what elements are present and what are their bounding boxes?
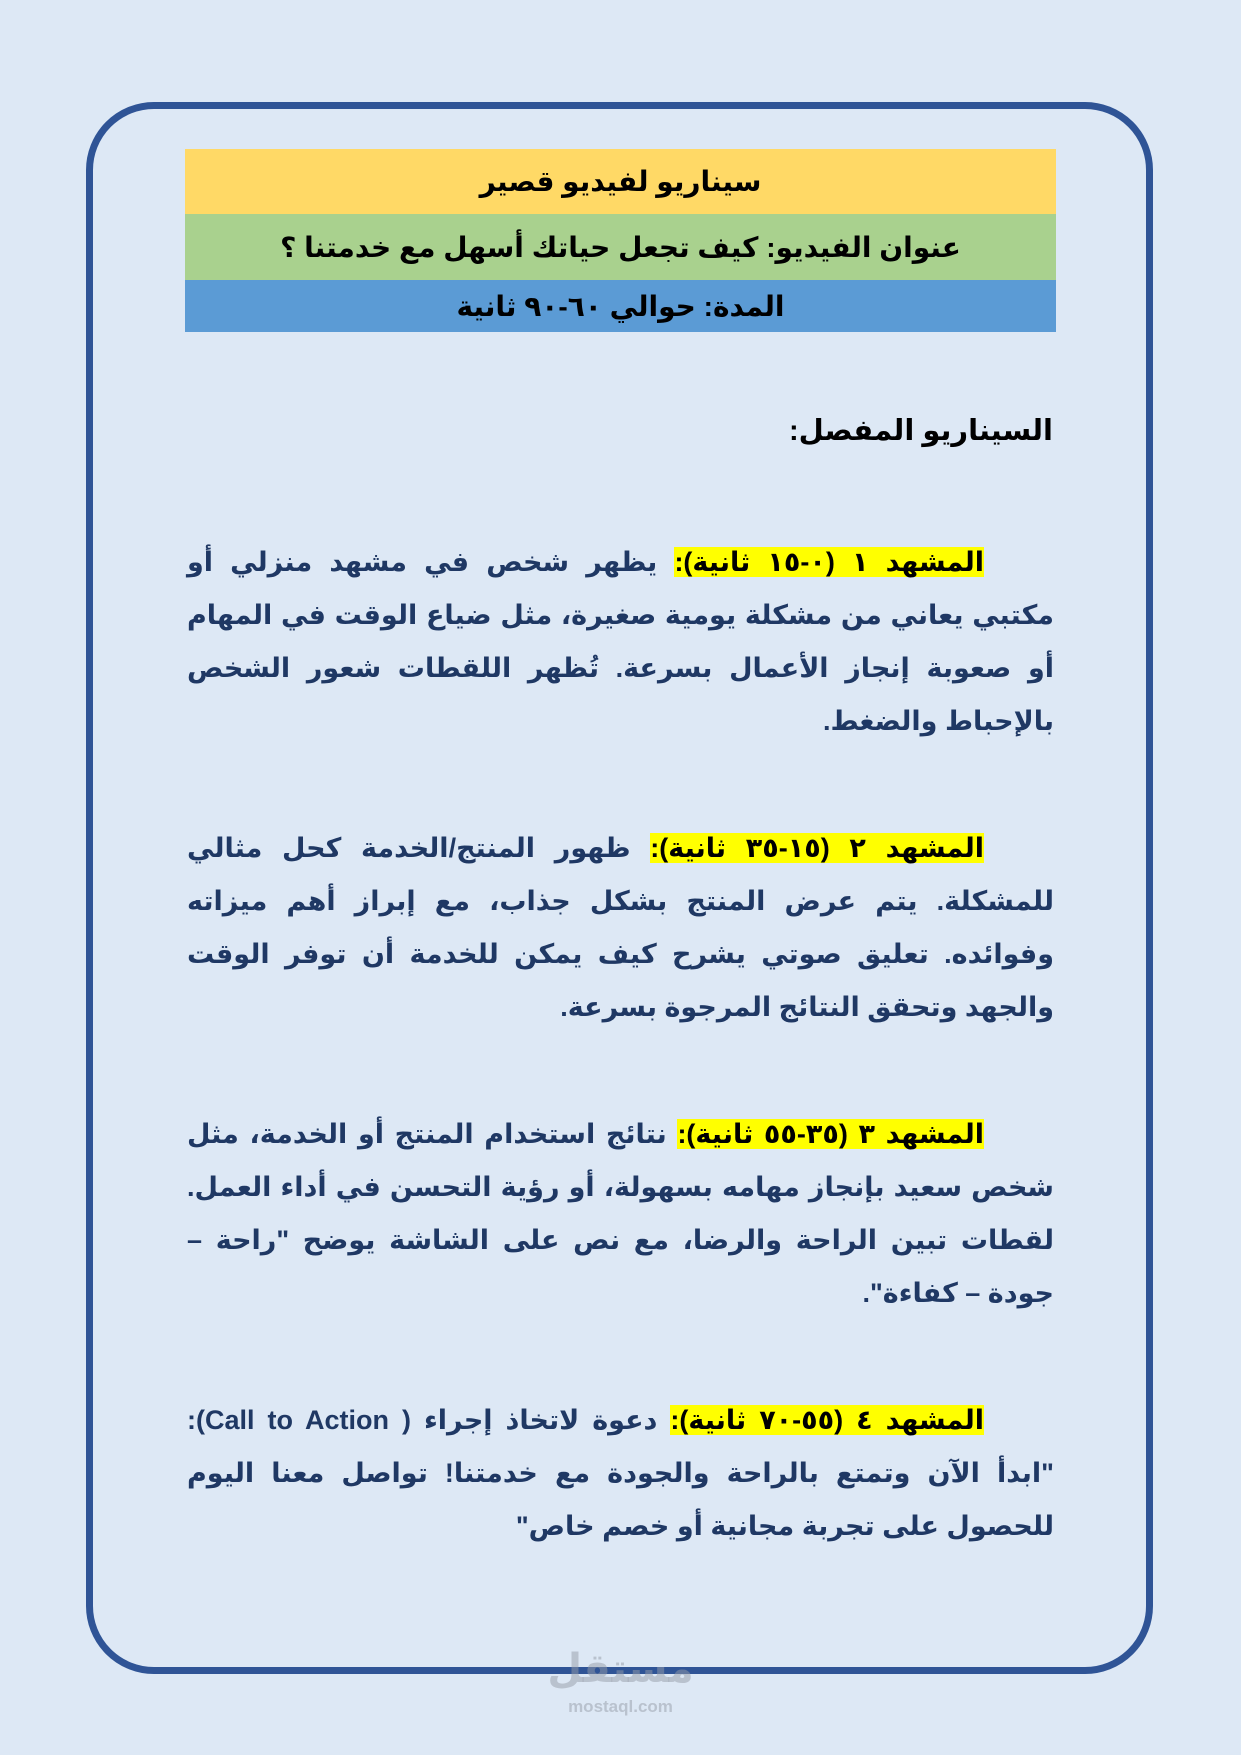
scene-1-text: يظهر شخص في مشهد منزلي أو مكتبي يعاني من مشكلة يومية صغيرة، مثل ضياع الوقت في المهام أو صعوبة إنجاز الأعمال بسرعة. تُظهر اللقطات شعور الشخص بالإحباط والضغط.	[187, 547, 1054, 736]
title-table	[185, 149, 1056, 332]
watermark-logo: مستقل	[547, 1646, 694, 1692]
title-row: سيناريو لفيديو قصير	[185, 149, 1056, 214]
duration-row: المدة: حوالي ٦٠-٩٠ ثانية	[185, 280, 1056, 332]
section-title: السيناريو المفصل:	[789, 415, 1053, 447]
scene-4-text: دعوة لاتخاذ إجراء ( Call to Action): "ابدأ الآن وتمتع بالراحة والجودة مع خدمتنا! تواصل معنا اليوم للحصول على تجربة مجانية أو خصم خاص"	[187, 1405, 1054, 1541]
scenes-list	[187, 536, 1054, 1627]
watermark-url: mostaql.com	[568, 1697, 673, 1716]
scene-4-label: المشهد ٤ (٥٥-٧٠ ثانية):	[670, 1405, 985, 1435]
scene-4	[187, 1394, 1054, 1553]
scene-1-label: المشهد ١ (٠-١٥ ثانية):	[674, 547, 985, 577]
scene-3-text: نتائج استخدام المنتج أو الخدمة، مثل شخص سعيد بإنجاز مهامه بسهولة، أو رؤية التحسن في أداء العمل. لقطات تبين الراحة والرضا، مع نص على الشاشة يوضح "راحة – جودة – كفاءة".	[187, 1119, 1054, 1308]
scene-2	[187, 822, 1054, 1034]
scene-1	[187, 536, 1054, 748]
scene-2-label: المشهد ٢ (١٥-٣٥ ثانية):	[650, 833, 984, 863]
video-title-row: عنوان الفيديو: كيف تجعل حياتك أسهل مع خدمتنا ؟	[185, 214, 1056, 280]
scene-2-text: ظهور المنتج/الخدمة كحل مثالي للمشكلة. يتم عرض المنتج بشكل جذاب، مع إبراز أهم ميزاته وفوائده. تعليق صوتي يشرح كيف يمكن للخدمة أن توفر الوقت والجهد وتحقق النتائج المرجوة بسرعة.	[187, 833, 1054, 1022]
scene-3	[187, 1108, 1054, 1320]
scene-3-label: المشهد ٣ (٣٥-٥٥ ثانية):	[677, 1119, 985, 1149]
